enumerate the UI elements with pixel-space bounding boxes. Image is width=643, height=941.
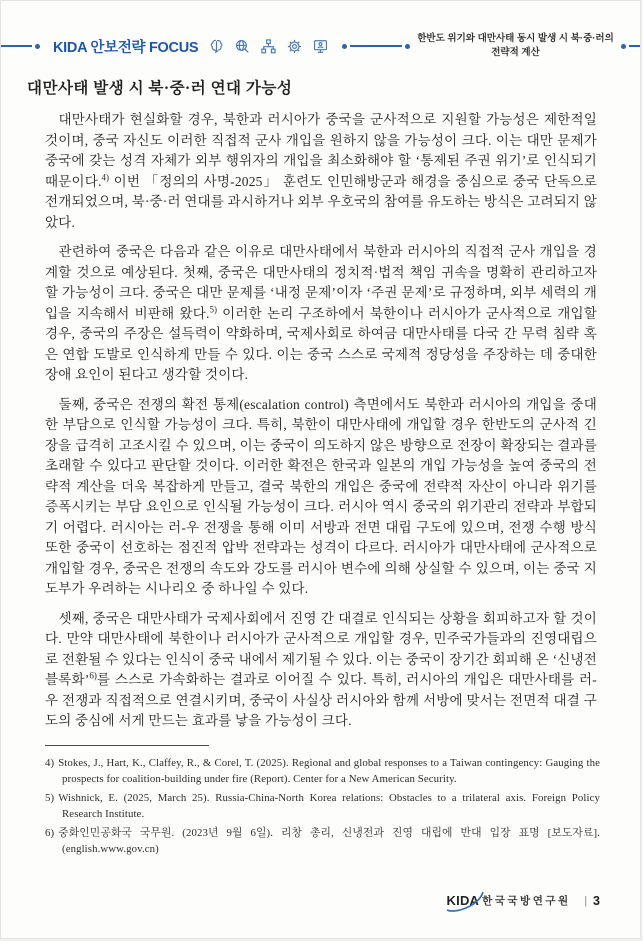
footnote-text: 중화인민공화국 국무원. (2023년 9월 6일). 리창 총리, 신냉전과 진영 대립에 반대 입장 표명 [보도자료]. (english.www.gov.cn) bbox=[58, 826, 600, 855]
running-title-line1: 한반도 위기와 대만사태 동시 발생 시 북·중·러의 bbox=[417, 33, 614, 45]
footnote-text: Wishnick, E. (2025, March 25). Russia-China-North Korea relations: Obstacles to a trilateral axis. Foreign Policy Research Institute. bbox=[58, 791, 600, 820]
header-rule-right bbox=[629, 45, 640, 47]
organization-name: 한국국방연구원 bbox=[482, 896, 571, 907]
body-text bbox=[45, 110, 597, 732]
body-paragraph bbox=[45, 242, 597, 386]
search-globe-icon bbox=[234, 38, 251, 55]
running-title-line2: 전략적 계산 bbox=[491, 47, 540, 58]
footnote-section bbox=[45, 755, 600, 858]
running-title bbox=[417, 32, 614, 60]
kida-logo bbox=[445, 893, 482, 908]
body-paragraph bbox=[45, 110, 597, 233]
page-number-separator: | bbox=[584, 893, 588, 907]
monitor-icon bbox=[312, 38, 329, 55]
footnote-ref: 4) bbox=[101, 172, 110, 182]
body-paragraph bbox=[45, 609, 597, 732]
header-dot bbox=[405, 44, 410, 49]
brain-icon bbox=[208, 38, 225, 55]
header-rule-mid bbox=[350, 45, 402, 47]
footnote-item bbox=[45, 790, 600, 823]
footnote-text: Stokes, J., Hart, K., Claffey, R., & Corel, T. (2025). Regional and global responses to a Taiwan contingency: Gauging the prospects for coalition-building under fire (Report). Center for a New American Security. bbox=[58, 756, 600, 785]
footnote-item bbox=[45, 755, 600, 788]
publication-title: KIDA 안보전략 FOCUS bbox=[53, 39, 199, 56]
header-dot bbox=[35, 44, 40, 49]
paragraph-text: 이번 「정의의 사명-2025」 훈련도 인민해방군과 해경을 중심으로 중국 단독으로 전개되었으며, 북·중·러 연대를 과시하거나 외부 우호국의 참여를 유도하는 방식은 고려되지 않았다. bbox=[45, 173, 597, 230]
paragraph-text: 대만사태가 현실화할 경우, 북한과 러시아가 중국을 군사적으로 지원할 가능성은 제한적일 것이며, 중국 자신도 이러한 직접적 군사 개입을 원하지 않을 가능성이 크다. 이는 대만 문제가 중국에 갖는 성격 자체가 외부 행위자의 개입을 최소화해야 할 ‘통제된 주권 위기’로 인식되기 때문이다. bbox=[45, 112, 597, 189]
footnote-number: 6) bbox=[45, 826, 55, 839]
page-number: 3 bbox=[593, 893, 600, 908]
paragraph-text: 둘째, 중국은 전쟁의 확전 통제(escalation control) 측면에서도 북한과 러시아의 개입을 중대한 부담으로 인식할 가능성이 크다. 특히, 북한이 대만사태에 개입할 경우 한반도의 군사적 긴장을 급격히 고조시킬 수 있으며, 이는 중국이 의도하지 않은 방향으로 전장이 확장되는 결과를 초래할 수 있다고 판단할 것이다. 이러한 확전은 한국과 일본의 개입 가능성을 높여 중국의 전략적 계산을 더욱 복잡하게 만들고, 결국 북한의 개입은 중국에 전략적 자산이 아니라 위기를 증폭시키는 부담 요인으로 인식될 가능성이 크다. 러시아 역시 중국의 위기관리 전략과 부합되기 어렵다. 러시아는 러-우 전쟁을 통해 이미 서방과 전면 대립 구도에 있으며, 전쟁 수행 방식 또한 중국이 선호하는 점진적 압박 전략과는 성격이 다르다. 러시아가 대만사태에 군사적으로 개입할 경우, 중국은 전쟁의 속도와 강도를 러시아 변수에 의해 상실할 수 있으며, 이는 중국 지도부가 우려하는 시나리오 중 하나일 수 있다. bbox=[45, 396, 597, 596]
gear-shield-icon bbox=[286, 38, 303, 55]
footnote-ref: 5) bbox=[209, 304, 218, 314]
paragraph-text: 를 스스로 가속화하는 결과로 이어질 수 있다. 특히, 러시아의 개입은 대만사태를 러-우 전쟁과 직접적으로 연결시키며, 중국이 사실상 러시아와 함께 서방에 맞서는 전면적 대결 구도의 중심에 서게 만드는 효과를 낳을 가능성이 크다. bbox=[45, 672, 597, 728]
paragraph-text: 이러한 논리 구조하에서 북한이나 러시아가 군사적으로 개입할 경우, 중국의 주장은 설득력이 약화하며, 국제사회로 하여금 대만사태를 다국 간 무력 침략 혹은 연합 도발로 인식하게 만들 수 있다. 이는 중국 스스로 국제적 정당성을 주장하는 데 중대한 장애 요인이 된다고 생각할 것이다. bbox=[45, 305, 597, 382]
page-footer bbox=[445, 893, 600, 908]
footnote-divider bbox=[45, 745, 209, 746]
footnote-item bbox=[45, 825, 600, 858]
header-dot bbox=[621, 44, 626, 49]
page-header bbox=[1, 26, 640, 66]
paragraph-text: 셋째, 중국은 대만사태가 국제사회에서 진영 간 대결로 인식되는 상황을 회피하고자 할 것이다. 만약 대만사태에 북한이나 러시아가 군사적으로 개입할 경우, 민주국가들과의 진영대립으로 전환될 수 있다는 인식이 중국 내에서 제기될 수 있다. 이는 중국이 장기간 회피해 온 ‘신냉전 블록화’ bbox=[45, 610, 597, 687]
footnote-ref: 6) bbox=[89, 670, 97, 681]
kida-logo-text: KIDA bbox=[446, 893, 480, 908]
footnote-number: 4) bbox=[45, 756, 55, 769]
header-rule-left bbox=[1, 45, 32, 47]
section-title: 대만사태 발생 시 북·중·러 연대 가능성 bbox=[27, 80, 293, 97]
header-icon-row bbox=[208, 38, 329, 55]
network-icon bbox=[260, 38, 277, 55]
footnote-number: 5) bbox=[45, 791, 55, 804]
header-dot bbox=[342, 44, 347, 49]
paragraph-text: 관련하여 중국은 다음과 같은 이유로 대만사태에서 북한과 러시아의 직접적 군사 개입을 경계할 것으로 예상된다. 첫째, 중국은 대만사태의 정치적·법적 책임 귀속을 명확히 관리하고자 할 가능성이 크다. 중국은 대만 문제를 ‘내정 문제’이자 ‘주권 문제’로 규정하며, 외부 세력의 개입을 지속해서 비판해 왔다. bbox=[45, 244, 597, 321]
body-paragraph bbox=[45, 395, 597, 600]
